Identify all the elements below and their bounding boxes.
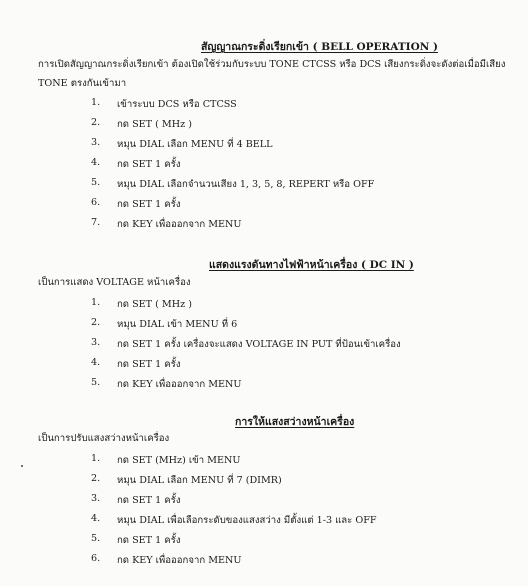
step-number: 2. [91, 473, 101, 484]
step-text: กด SET 1 ครั้ง [117, 199, 181, 210]
step-number: 5. [91, 533, 101, 544]
scan-speck [21, 465, 23, 467]
step-number: 4. [91, 357, 101, 368]
step-text: กด SET 1 ครั้ง เครื่องจะแสดง VOLTAGE IN PUT ที่ป้อนเข้าเครื่อง [117, 339, 401, 350]
step-number: 3. [91, 337, 101, 348]
step-number: 1. [91, 97, 101, 108]
step-text: กด SET (MHz) เข้า MENU [117, 455, 241, 466]
step-text: หมุน DIAL เลือก MENU ที่ 7 (DIMR) [117, 475, 282, 486]
step-text: เข้าระบบ DCS หรือ CTCSS [117, 99, 237, 110]
step-number: 3. [91, 493, 101, 504]
step-text: หมุน DIAL เพื่อเลือกระดับของแสงสว่าง มีตั้งแต่ 1-3 และ OFF [117, 515, 377, 526]
step-number: 2. [91, 317, 101, 328]
step-number: 5. [91, 177, 101, 188]
section-title-bell: สัญญาณกระดิ่งเรียกเข้า ( BELL OPERATION ) [201, 41, 438, 53]
step-text: กด SET 1 ครั้ง [117, 535, 181, 546]
step-text: หมุน DIAL เลือกจำนวนเสียง 1, 3, 5, 8, REPERT หรือ OFF [117, 179, 375, 190]
step-text: กด KEY เพื่อออกจาก MENU [117, 219, 242, 230]
step-text: กด SET 1 ครั้ง [117, 159, 181, 170]
section-title-dc-in: แสดงแรงดันทางไฟฟ้าหน้าเครื่อง ( DC IN ) [209, 259, 414, 271]
section-intro-bell: การเปิดสัญญาณกระดิ่งเรียกเข้า ต้องเปิดใช้ร่วมกับระบบ TONE CTCSS หรือ DCS เสียงกระดิ่งจะดังต่อเมื่อมีเสียง TONE ตรงกันเข้ามา [38, 59, 506, 89]
step-text: กด SET 1 ครั้ง [117, 359, 181, 370]
step-number: 6. [91, 197, 101, 208]
step-text: กด SET ( MHz ) [117, 299, 192, 310]
step-number: 2. [91, 117, 101, 128]
step-text: กด KEY เพื่อออกจาก MENU [117, 555, 242, 566]
step-number: 3. [91, 137, 101, 148]
step-text: กด KEY เพื่อออกจาก MENU [117, 379, 242, 390]
step-text: กด SET 1 ครั้ง [117, 495, 181, 506]
step-text: หมุน DIAL เลือก MENU ที่ 4 BELL [117, 139, 273, 150]
step-number: 5. [91, 377, 101, 388]
step-text: หมุน DIAL เข้า MENU ที่ 6 [117, 319, 238, 330]
section-intro-dc-in: เป็นการแสดง VOLTAGE หน้าเครื่อง [38, 277, 191, 288]
section-title-backlight: การให้แสงสว่างหน้าเครื่อง [235, 416, 355, 428]
section-intro-backlight: เป็นการปรับแสงสว่างหน้าเครื่อง [38, 433, 170, 444]
step-number: 1. [91, 297, 101, 308]
step-number: 7. [91, 217, 101, 228]
step-number: 4. [91, 513, 101, 524]
step-number: 4. [91, 157, 101, 168]
step-number: 6. [91, 553, 101, 564]
step-text: กด SET ( MHz ) [117, 119, 192, 130]
step-number: 1. [91, 453, 101, 464]
